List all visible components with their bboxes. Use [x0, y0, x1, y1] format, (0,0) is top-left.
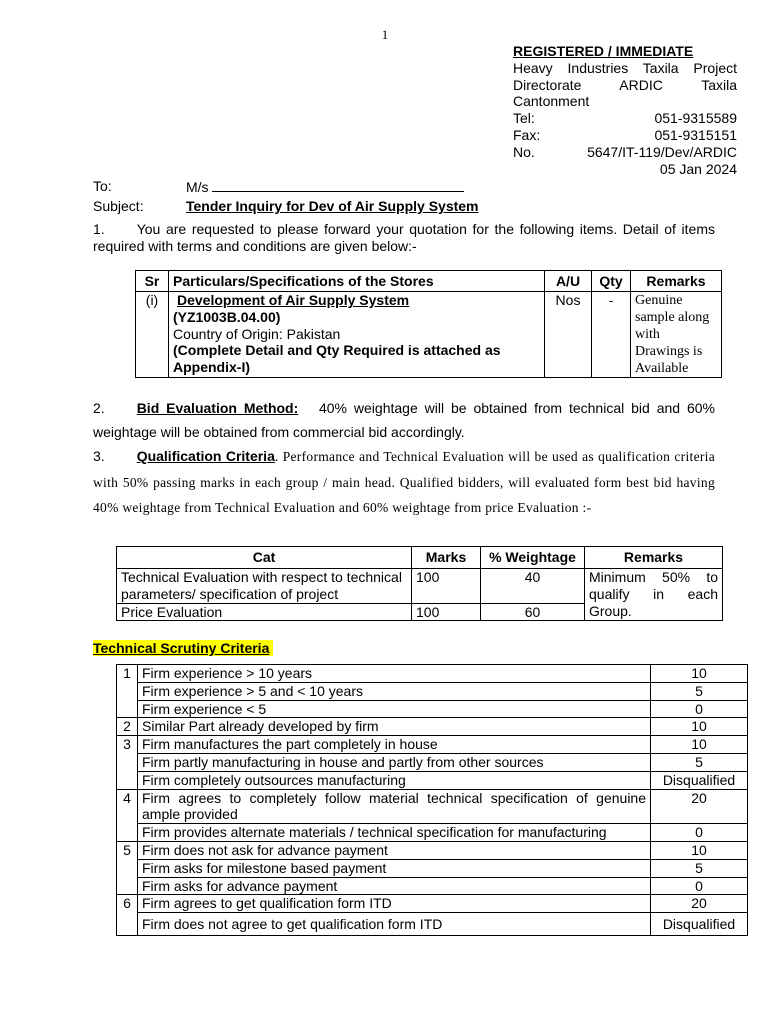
criterion-text: Firm agrees to get qualification form ITD — [138, 895, 651, 913]
col-au: A/U — [545, 271, 592, 292]
tel-value: 051-9315589 — [654, 110, 737, 127]
header-fax — [513, 127, 737, 144]
table-row — [117, 665, 748, 683]
table-row — [117, 753, 748, 771]
para3-text: . Performance and Technical Evaluation will be used as qualification criteria with 50% passing marks in each group / main head. Qualified bidders, will evaluated form best bid having 40% weightage from Technical Evaluation and 60% weightage from price Evaluation :- — [93, 449, 716, 515]
table-row — [117, 841, 748, 859]
criterion-number: 2 — [117, 718, 138, 736]
subject-line — [0, 198, 770, 215]
criterion-score: 10 — [651, 736, 748, 754]
criterion-number: 4 — [117, 789, 138, 841]
criterion-score: 5 — [651, 682, 748, 700]
to-label: To: — [93, 178, 112, 194]
header-address-line2: Directorate ARDIC Taxila — [513, 76, 737, 93]
header-address-line1: Heavy Industries Taxila Project — [513, 59, 737, 76]
criterion-score: 5 — [651, 859, 748, 877]
item-title: Development of Air Supply System — [177, 292, 410, 308]
criterion-score: 10 — [651, 841, 748, 859]
tel-label: Tel: — [513, 110, 535, 127]
table-row — [117, 569, 723, 604]
criterion-text: Firm partly manufacturing in house and partly from other sources — [138, 753, 651, 771]
item-particulars — [169, 292, 545, 378]
table-row — [136, 292, 722, 378]
table-row — [117, 913, 748, 936]
paragraph-3 — [93, 444, 715, 521]
item-au: Nos — [545, 292, 592, 378]
letter-header — [513, 43, 737, 177]
eval-marks: 100 — [412, 569, 481, 604]
fax-value: 051-9315151 — [654, 126, 737, 143]
ref-no-label: No. — [513, 143, 535, 160]
item-qty: - — [592, 292, 631, 378]
header-title: REGISTERED / IMMEDIATE — [513, 43, 694, 59]
criterion-text: Firm provides alternate materials / technical specification for manufacturing — [138, 824, 651, 842]
table-row — [117, 718, 748, 736]
eval-weightage: 40 — [481, 569, 585, 604]
col-qty: Qty — [592, 271, 631, 292]
para3-heading: Qualification Criteria — [136, 448, 275, 464]
eval-remarks: Minimum 50% to qualify in each Group. — [585, 569, 723, 621]
criterion-score: 0 — [651, 824, 748, 842]
letter-date: 05 Jan 2024 — [659, 160, 737, 177]
criterion-text: Similar Part already developed by firm — [138, 718, 651, 736]
item-note: (Complete Detail and Qty Required is attached as Appendix-I) — [173, 342, 501, 376]
criterion-number: 5 — [117, 841, 138, 894]
header-ref-no — [513, 144, 737, 161]
criterion-text: Firm completely outsources manufacturing — [138, 771, 651, 789]
paragraph-2 — [93, 396, 715, 444]
criterion-score: 20 — [651, 789, 748, 824]
criterion-text: Firm experience > 10 years — [138, 665, 651, 683]
para1-text: You are requested to please forward your quotation for the following items. Detail of items required with terms and conditions are given below:- — [93, 221, 715, 254]
col-sr: Sr — [136, 271, 169, 292]
criterion-text: Firm does not agree to get qualification form ITD — [138, 913, 651, 936]
para1-number: 1. — [93, 221, 105, 237]
table-row — [117, 895, 748, 913]
criterion-score: 5 — [651, 753, 748, 771]
criterion-text: Firm agrees to completely follow material technical specification of genuine ample provided — [138, 789, 651, 824]
col-weightage: % Weightage — [481, 547, 585, 569]
subject-value: Tender Inquiry for Dev of Air Supply System — [186, 198, 479, 214]
criterion-text: Firm experience > 5 and < 10 years — [138, 682, 651, 700]
criterion-score: 10 — [651, 718, 748, 736]
col-marks: Marks — [412, 547, 481, 569]
page-number: 1 — [381, 27, 389, 42]
table-row — [117, 736, 748, 754]
eval-marks: 100 — [412, 603, 481, 621]
criterion-score: 0 — [651, 877, 748, 895]
para2-text: 40% weightage will be obtained from technical bid and 60% weightage will be obtained from commercial bid accordingly. — [93, 400, 715, 440]
item-remarks: Genuine sample along with Drawings is Available — [631, 292, 722, 378]
item-origin: Country of Origin: Pakistan — [173, 325, 341, 342]
item-sr: (i) — [136, 292, 169, 378]
table-row — [117, 789, 748, 824]
paragraph-1 — [93, 221, 715, 255]
to-value-wrap — [186, 178, 464, 196]
header-address-line3: Cantonment — [513, 93, 590, 110]
col-cat: Cat — [117, 547, 412, 569]
para3-number: 3. — [93, 448, 105, 464]
criterion-text: Firm manufactures the part completely in house — [138, 736, 651, 754]
evaluation-table — [116, 546, 723, 621]
evaluation-table-header — [117, 547, 723, 569]
col-eval-remarks: Remarks — [585, 547, 723, 569]
criterion-score: Disqualified — [651, 913, 748, 936]
eval-cat: Technical Evaluation with respect to technical parameters/ specification of project — [117, 569, 412, 604]
criterion-score: 10 — [651, 665, 748, 683]
subject-label: Subject: — [93, 198, 144, 214]
eval-weightage: 60 — [481, 603, 585, 621]
addressee-blank-line — [212, 178, 464, 192]
criterion-number: 6 — [117, 895, 138, 936]
table-row — [117, 859, 748, 877]
para2-number: 2. — [93, 400, 105, 416]
fax-label: Fax: — [513, 126, 541, 143]
item-code: (YZ1003B.04.00) — [173, 308, 281, 325]
criterion-text: Firm experience < 5 — [138, 700, 651, 718]
to-line — [0, 178, 770, 195]
table-row — [117, 682, 748, 700]
criterion-text: Firm does not ask for advance payment — [138, 841, 651, 859]
criterion-score: 0 — [651, 700, 748, 718]
eval-cat: Price Evaluation — [117, 603, 412, 621]
items-table-header — [136, 271, 722, 292]
col-particulars: Particulars/Specifications of the Stores — [169, 271, 545, 292]
para2-heading: Bid Evaluation Method: — [136, 400, 299, 416]
criterion-number: 3 — [117, 736, 138, 789]
col-remarks: Remarks — [631, 271, 722, 292]
criterion-number: 1 — [117, 665, 138, 718]
ref-no-value: 5647/IT-119/Dev/ARDIC — [587, 143, 737, 160]
criterion-text: Firm asks for advance payment — [138, 877, 651, 895]
table-row — [117, 877, 748, 895]
table-row — [117, 771, 748, 789]
table-row — [117, 824, 748, 842]
scrutiny-title: Technical Scrutiny Criteria — [93, 640, 273, 656]
criterion-text: Firm asks for milestone based payment — [138, 859, 651, 877]
to-value: M/s — [186, 179, 209, 195]
criterion-score: Disqualified — [651, 771, 748, 789]
scrutiny-table — [116, 664, 748, 936]
header-tel — [513, 110, 737, 127]
items-table — [135, 270, 722, 378]
table-row — [117, 700, 748, 718]
criterion-score: 20 — [651, 895, 748, 913]
